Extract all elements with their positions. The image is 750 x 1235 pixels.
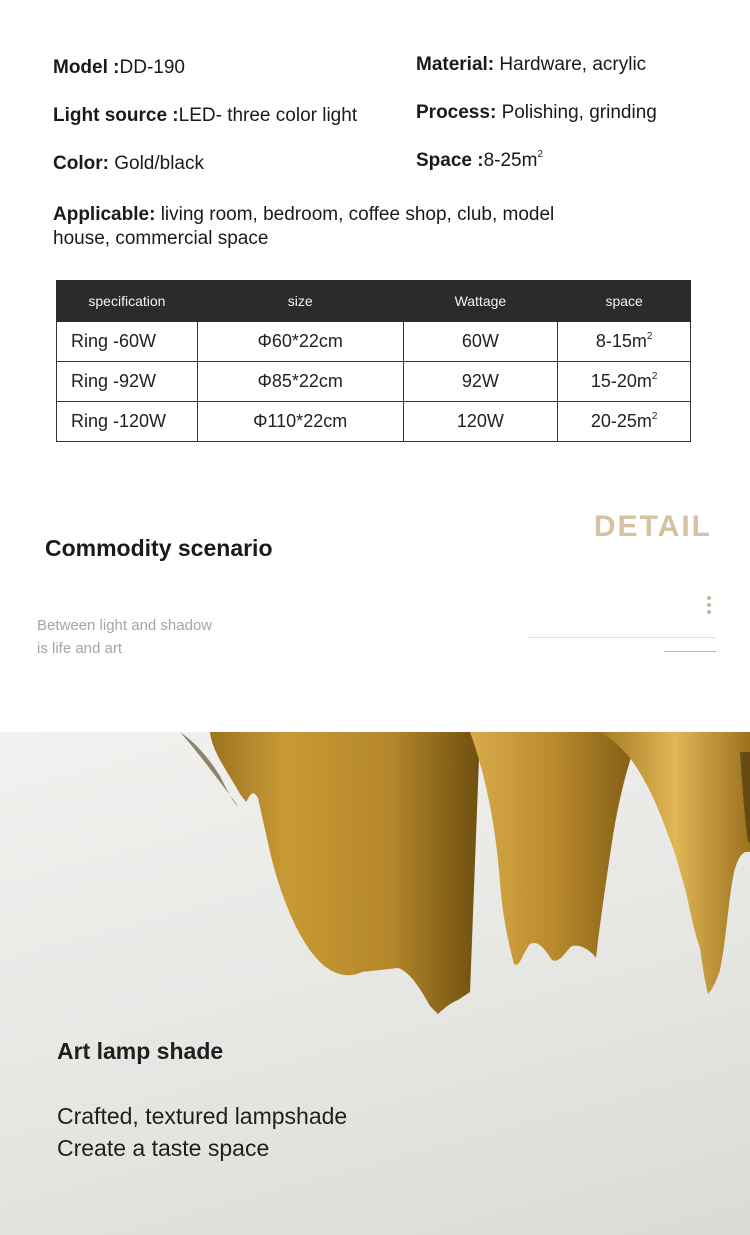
- table-header: specification: [57, 281, 198, 322]
- space-unit: 2: [537, 149, 544, 160]
- decorative-line-accent: [664, 651, 716, 652]
- table-header: space: [558, 281, 691, 322]
- space-text: 8-15m: [595, 331, 647, 351]
- tagline-line-1: Between light and shadow: [37, 617, 213, 634]
- table-cell-wattage: 120W: [403, 402, 558, 442]
- photo-title: Art lamp shade: [57, 1038, 224, 1064]
- spec-color: [53, 152, 204, 176]
- color-label: Color:: [53, 153, 109, 174]
- applicable-label: Applicable:: [53, 204, 156, 225]
- table-cell-spec: Ring -120W: [57, 402, 198, 442]
- photo-description: [57, 1100, 347, 1164]
- process-label: Process:: [416, 102, 497, 123]
- spec-light-source: [53, 104, 357, 128]
- section-title: Commodity scenario: [45, 535, 273, 561]
- space-unit: 2: [651, 411, 658, 422]
- table-header: size: [197, 281, 403, 322]
- space-value: 8-25m: [483, 150, 538, 171]
- table-cell-size: Φ85*22cm: [197, 362, 403, 402]
- spec-applicable: [53, 203, 613, 251]
- table-cell-space: [558, 402, 691, 442]
- space-unit: 2: [646, 331, 653, 342]
- decorative-line: [528, 637, 716, 638]
- spec-model: [53, 56, 185, 80]
- table-cell-wattage: 60W: [403, 322, 558, 362]
- spec-material: [416, 53, 646, 77]
- spec-process: [416, 101, 657, 125]
- table-cell-space: [558, 322, 691, 362]
- spec-space: [416, 149, 543, 173]
- table-row: [57, 362, 691, 402]
- table-header: Wattage: [403, 281, 558, 322]
- space-label: Space :: [416, 150, 484, 171]
- material-label: Material:: [416, 54, 495, 75]
- table-cell-size: Φ60*22cm: [197, 322, 403, 362]
- light-source-value: LED- three color light: [178, 105, 358, 126]
- space-unit: 2: [651, 371, 658, 382]
- table-cell-size: Φ110*22cm: [197, 402, 403, 442]
- detail-heading: DETAIL: [593, 510, 712, 543]
- space-text: 20-25m: [590, 411, 652, 431]
- model-value: DD-190: [119, 57, 185, 78]
- process-value: Polishing, grinding: [501, 102, 657, 123]
- table-row: [57, 402, 691, 442]
- photo-desc-line-2: Create a taste space: [57, 1135, 270, 1161]
- material-value: Hardware, acrylic: [499, 54, 647, 75]
- model-label: Model :: [53, 57, 120, 78]
- table-cell-wattage: 92W: [403, 362, 558, 402]
- spec-table: [56, 280, 691, 442]
- light-source-label: Light source :: [53, 105, 179, 126]
- table-header-row: [57, 281, 691, 322]
- color-value: Gold/black: [114, 153, 204, 174]
- table-row: [57, 322, 691, 362]
- tagline: [37, 614, 212, 660]
- table-cell-spec: Ring -60W: [57, 322, 198, 362]
- space-text: 15-20m: [590, 371, 652, 391]
- applicable-value: living room, bedroom, coffee shop, club, model house, commercial space: [53, 204, 555, 249]
- decorative-dots: [707, 596, 711, 617]
- table-cell-space: [558, 362, 691, 402]
- photo-desc-line-1: Crafted, textured lampshade: [57, 1103, 348, 1129]
- table-cell-spec: Ring -92W: [57, 362, 198, 402]
- tagline-line-2: is life and art: [37, 640, 123, 657]
